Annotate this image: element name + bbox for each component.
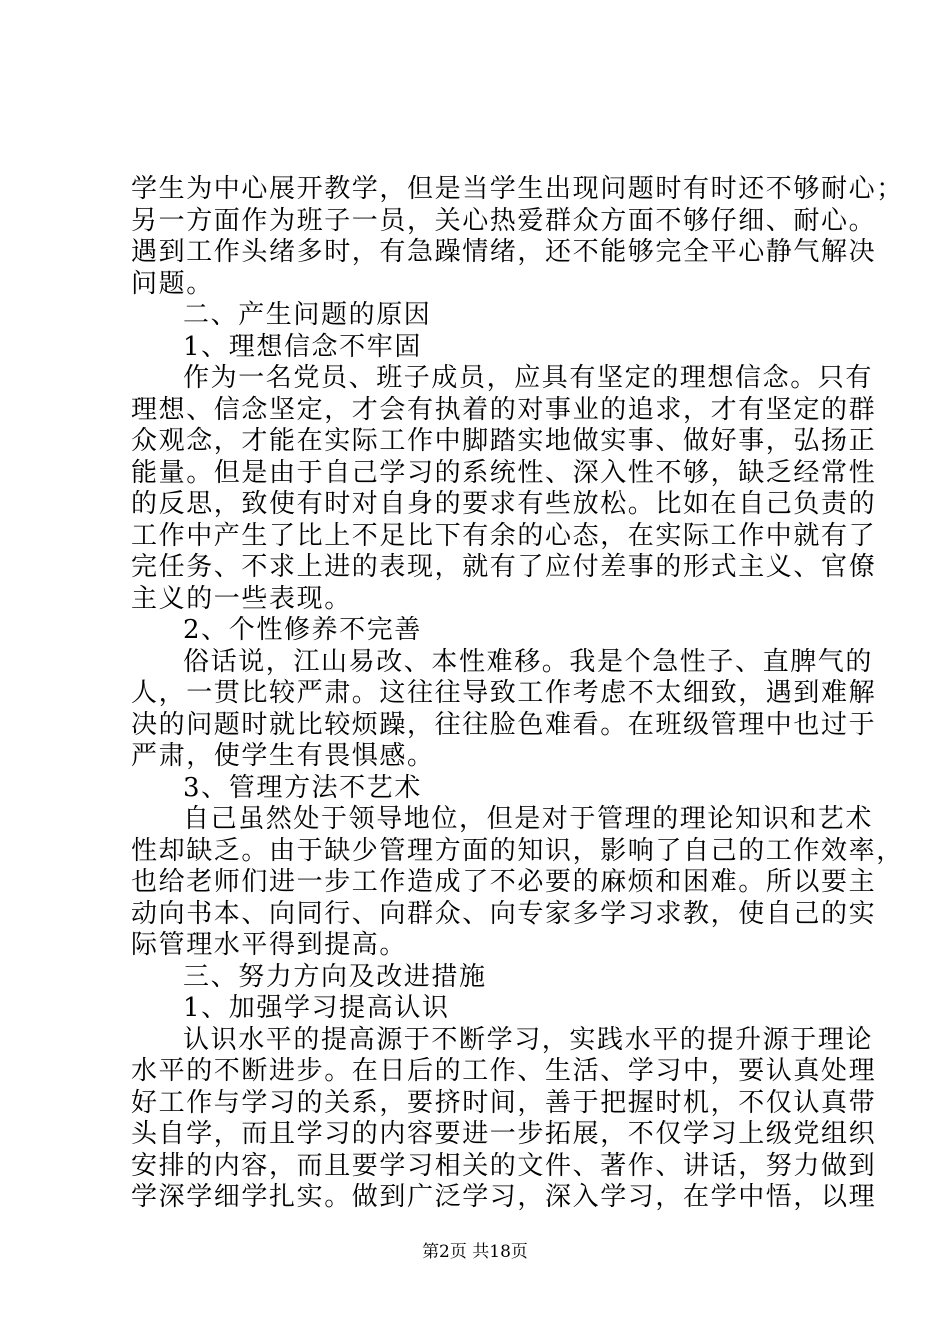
document-body [131,174,904,1214]
subsection-heading: 1、理想信念不牢固 [183,331,422,362]
subsection-heading: 3、管理方法不艺术 [183,772,422,803]
subsection-heading: 1、加强学习提高认识 [183,993,450,1023]
text-line: 另一方面作为班子一员，关心热爱群众方面不够仔细、耐心。 [131,205,877,236]
text-line: 问题。 [131,268,214,299]
text-line: 性却缺乏。由于缺少管理方面的知识，影响了自己的工作效率， [131,835,904,866]
text-line: 能量。但是由于自己学习的系统性、深入性不够，缺乏经常性 [131,457,877,488]
text-line: 俗话说，江山易改、本性难移。我是个急性子、直脾气的 [183,646,874,677]
text-line: 遇到工作头绪多时，有急躁情绪，还不能够完全平心静气解决 [131,237,877,267]
text-line: 学深学细学扎实。做到广泛学习，深入学习，在学中悟，以理 [131,1182,877,1212]
text-line: 工作中产生了比上不足比下有余的心态，在实际工作中就有了 [131,520,877,551]
text-line: 学生为中心展开教学，但是当学生出现问题时有时还不够耐心； [131,174,904,204]
text-line: 的反思，致使有时对自身的要求有些放松。比如在自己负责的 [131,489,877,519]
text-line: 头自学，而且学习的内容要进一步拓展，不仅学习上级党组织 [131,1119,877,1149]
text-line: 际管理水平得到提高。 [131,930,408,960]
text-line: 人，一贯比较严肃。这往往导致工作考虑不太细致，遇到难解 [131,678,877,708]
text-line: 水平的不断进步。在日后的工作、生活、学习中，要认真处理 [131,1056,877,1086]
text-line: 也给老师们进一步工作造成了不必要的麻烦和困难。所以要主 [131,867,877,897]
section-heading: 三、努力方向及改进措施 [183,961,487,992]
page-number-footer: 第2页 共18页 [422,1242,528,1262]
text-line: 安排的内容，而且要学习相关的文件、著作、讲话，努力做到 [131,1150,877,1181]
text-line: 严肃，使学生有畏惧感。 [131,741,435,771]
subsection-heading: 2、个性修养不完善 [183,615,422,645]
text-line: 理想、信念坚定，才会有执着的对事业的追求，才有坚定的群 [131,394,877,425]
text-line: 动向书本、向同行、向群众、向专家多学习求教，使自己的实 [131,898,877,929]
text-line: 完任务、不求上进的表现，就有了应付差事的形式主义、官僚 [131,552,877,582]
section-heading: 二、产生问题的原因 [183,300,432,330]
text-line: 自己虽然处于领导地位，但是对于管理的理论知识和艺术 [183,804,874,834]
text-line: 决的问题时就比较烦躁，往往脸色难看。在班级管理中也过于 [131,709,877,740]
text-line: 主义的一些表现。 [131,583,352,614]
text-line: 作为一名党员、班子成员，应具有坚定的理想信念。只有 [183,363,874,393]
text-line: 众观念，才能在实际工作中脚踏实地做实事、做好事，弘扬正 [131,426,877,456]
text-line: 好工作与学习的关系，要挤时间，善于把握时机，不仅认真带 [131,1087,877,1118]
text-line: 认识水平的提高源于不断学习，实践水平的提升源于理论 [183,1024,874,1055]
